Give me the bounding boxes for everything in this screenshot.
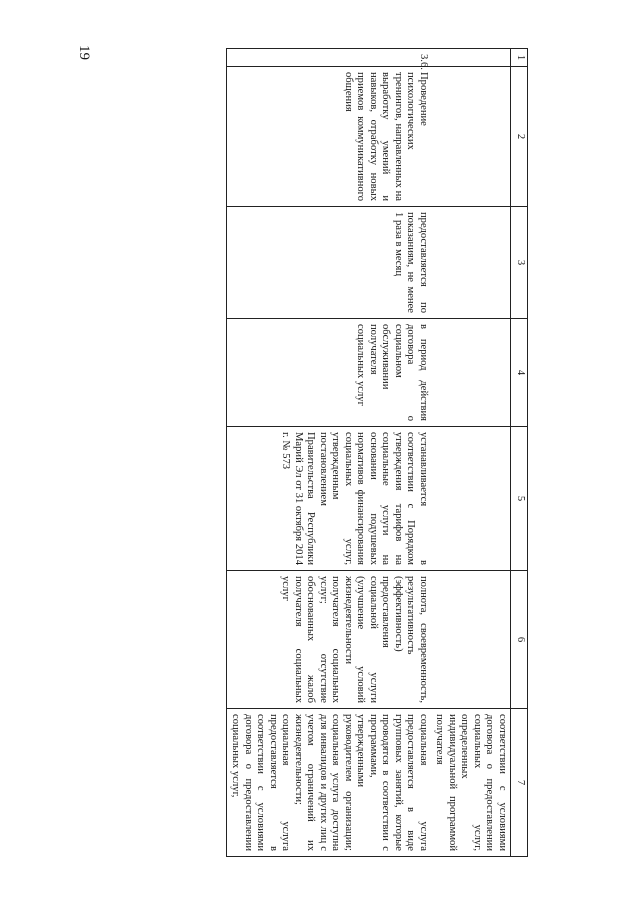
service-name-cell: Проведение психологических тренингов, направленных на выработку умений и навыков, отработку новых приемов коммуникативного общения <box>227 67 432 207</box>
financing-cell: устанавливается в соответствии с Порядком утверждения тарифов на социальные услуги на основании подушевых нормативов финансирования социальных услуг, утвержденным постановлением Правительства Республики Марий Эл от 31 октября 2014 г. № 573 <box>227 427 432 571</box>
column-header-6: 6 <box>511 571 528 709</box>
period-cell: в период действия договора о социальном обслуживании получателя социальных услуг <box>227 319 432 427</box>
column-header-7: 7 <box>511 709 528 857</box>
continuation-conditions-cell: соответствии с условиями договора о предоставлении социальных услуг, определенных индивидуальной программой получателя <box>431 709 511 857</box>
quality-criteria-cell: полнота, своевременность, результативность (эффективность) предоставления социальной услуги (улучшение условий жизнедеятельности получателя социальных услуг; отсутствие обоснованных жалоб получателя социальных услуг <box>227 571 432 709</box>
row-number-cell: 3.6. <box>227 49 432 67</box>
column-header-5: 5 <box>511 427 528 571</box>
column-header-4: 4 <box>511 319 528 427</box>
table-row <box>227 49 432 857</box>
services-table <box>226 48 528 857</box>
column-header-3: 3 <box>511 207 528 319</box>
frequency-cell: предоставляется по показаниям, не менее 1 раза в месяц <box>227 207 432 319</box>
conditions-cell: социальная услуга предоставляется в виде групповых занятий, которые проводятся в соответствии с программами, утвержденными руководителем организации; социальная услуга доступна для инвалидов и других лиц с учетом ограничений их жизнедеятельности; социальная услуга предоставляется в соответствии с условиями договора о предоставлении социальных услуг, <box>227 709 432 857</box>
table-header-row <box>511 49 528 857</box>
rotated-page-content <box>108 48 528 856</box>
continuation-row <box>431 49 511 857</box>
column-header-1: 1 <box>511 49 528 67</box>
column-header-2: 2 <box>511 67 528 207</box>
page-number: 19 <box>76 45 92 60</box>
